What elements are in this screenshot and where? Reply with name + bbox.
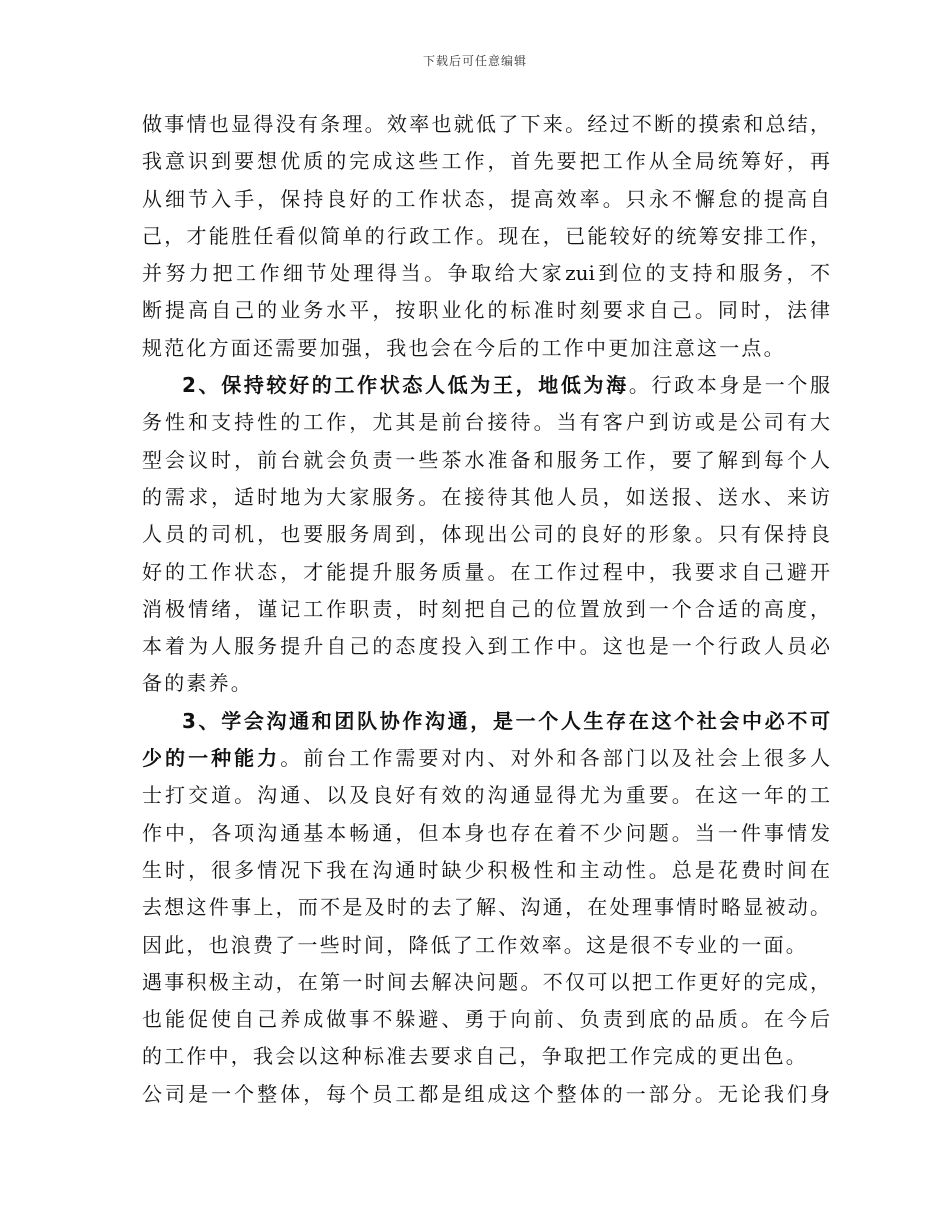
text-line bbox=[142, 292, 830, 329]
text-line bbox=[142, 516, 830, 553]
line-text: 务性和支持性的工作，尤其是前台接待。当有客户到访或是公司有大 bbox=[142, 410, 830, 435]
line-text: 己，才能胜任看似简单的行政工作。现在，已能较好的统筹安排工作， bbox=[142, 223, 830, 248]
line-text: 遇事积极主动，在第一时间去解决问题。不仅可以把工作更好的完成， bbox=[142, 969, 830, 994]
text-line bbox=[142, 181, 830, 218]
line-text: 也能促使自己养成做事不躲避、勇于向前、负责到底的品质。在今后 bbox=[142, 1007, 830, 1032]
line-text: 。前台工作需要对内、对外和各部门以及社会上很多人 bbox=[280, 746, 831, 771]
line-text: 公司是一个整体，每个员工都是组成这个整体的一部分。无论我们身 bbox=[142, 1081, 830, 1106]
text-line bbox=[142, 1038, 830, 1075]
line-text: 型会议时，前台就会负责一些茶水准备和服务工作，要了解到每个人 bbox=[142, 447, 830, 472]
line-text: 备的素养。 bbox=[142, 671, 253, 696]
text-line bbox=[142, 367, 830, 404]
text-line bbox=[142, 404, 830, 441]
text-line bbox=[142, 591, 830, 628]
line-text: 去想这件事上，而不是及时的去了解、沟通，在处理事情时略显被动。 bbox=[142, 895, 830, 920]
bold-heading-text: 2、保持较好的工作状态人低为王，地低为海 bbox=[182, 373, 629, 398]
line-text: 断提高自己的业务水平，按职业化的标准时刻要求自己。同时，法律 bbox=[142, 298, 830, 323]
text-line bbox=[142, 740, 830, 777]
text-line bbox=[142, 442, 830, 479]
text-line bbox=[142, 255, 830, 292]
line-text: 我意识到要想优质的完成这些工作，首先要把工作从全局统筹好，再 bbox=[142, 149, 830, 174]
line-text: 。行政本身是一个服 bbox=[628, 373, 831, 398]
text-line bbox=[142, 927, 830, 964]
page-header: 下载后可任意编辑 bbox=[422, 54, 527, 68]
text-line bbox=[142, 479, 830, 516]
text-line bbox=[142, 964, 830, 1001]
text-line bbox=[142, 889, 830, 926]
line-text: 因此，也浪费了一些时间，降低了工作效率。这是很不专业的一面。 bbox=[142, 932, 808, 957]
text-line bbox=[142, 703, 830, 740]
text-line bbox=[142, 554, 830, 591]
text-line bbox=[142, 1001, 830, 1038]
line-text: 人员的司机，也要服务周到，体现出公司的良好的形象。只有保持良 bbox=[142, 522, 830, 547]
text-line bbox=[142, 218, 830, 255]
line-text: 做事情也显得没有条理。效率也就低了下来。经过不断的摸索和总结， bbox=[142, 112, 830, 136]
line-text: 的需求，适时地为大家服务。在接待其他人员，如送报、送水、来访 bbox=[142, 484, 830, 509]
text-line bbox=[142, 106, 830, 143]
text-line bbox=[142, 330, 830, 367]
line-text: 的工作中，我会以这种标准去要求自己，争取把工作完成的更出色。 bbox=[142, 1044, 808, 1069]
line-text: 本着为人服务提升自己的态度投入到工作中。这也是一个行政人员必 bbox=[142, 634, 830, 659]
line-text: 从细节入手，保持良好的工作状态，提高效率。只永不懈怠的提高自 bbox=[142, 186, 830, 211]
line-text: 作中，各项沟通基本畅通，但本身也存在着不少问题。当一件事情发 bbox=[142, 820, 830, 845]
text-line bbox=[142, 1076, 830, 1113]
document-body bbox=[142, 106, 830, 1113]
text-line bbox=[142, 777, 830, 814]
line-text: 好的工作状态，才能提升服务质量。在工作过程中，我要求自己避开 bbox=[142, 559, 830, 584]
text-line bbox=[142, 815, 830, 852]
text-line bbox=[142, 143, 830, 180]
line-text: 规范化方面还需要加强，我也会在今后的工作中更加注意这一点。 bbox=[142, 335, 786, 360]
text-line bbox=[142, 628, 830, 665]
bold-heading-text: 少的一种能力 bbox=[142, 746, 281, 771]
bold-heading-text: 3、学会沟通和团队协作沟通，是一个人生存在这个社会中必不可 bbox=[182, 708, 830, 733]
line-text: 士打交道。沟通、以及良好有效的沟通显得尤为重要。在这一年的工 bbox=[142, 783, 830, 808]
line-text: 消极情绪，谨记工作职责，时刻把自己的位置放到一个合适的高度， bbox=[142, 596, 830, 621]
text-line bbox=[142, 665, 830, 702]
line-text: 并努力把工作细节处理得当。争取给大家zui到位的支持和服务，不 bbox=[142, 261, 830, 286]
line-text: 生时，很多情况下我在沟通时缺少积极性和主动性。总是花费时间在 bbox=[142, 857, 830, 882]
text-line bbox=[142, 852, 830, 889]
